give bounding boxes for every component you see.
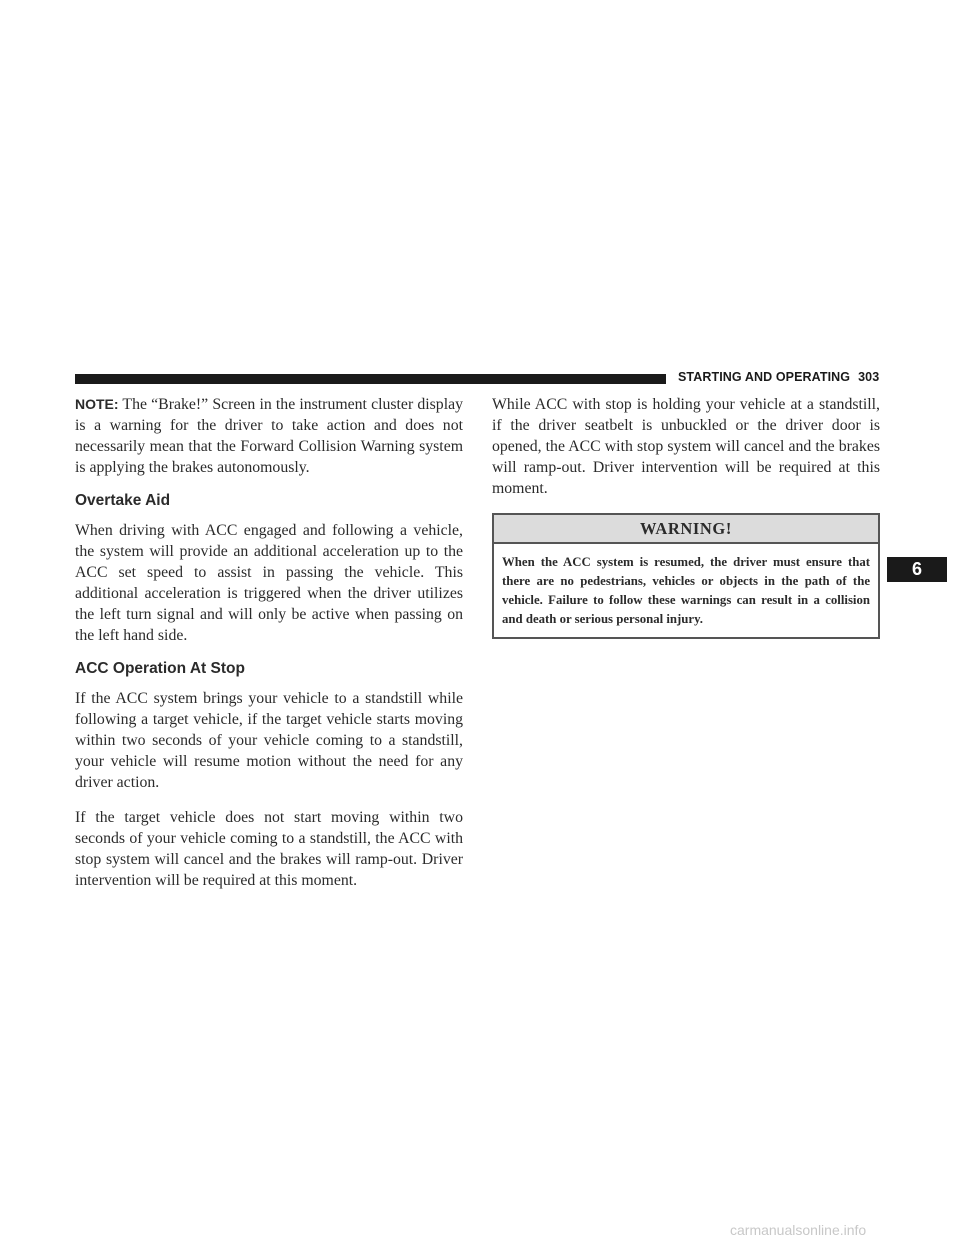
left-column (75, 394, 463, 905)
note-paragraph (75, 394, 463, 478)
note-text: The “Brake!” Screen in the instrument cluster display is a warning for the driver to take action and does not necessarily mean that the Forward Collision Warning system is applying the brakes autonomously. (75, 396, 463, 476)
acc-stop-paragraph-1: If the ACC system brings your vehicle to a standstill while following a target vehicle, if the target vehicle starts moving within two seconds of your vehicle coming to a standstill, your vehicle will resume motion without the need for any driver action. (75, 690, 463, 791)
page-number: 303 (858, 370, 880, 384)
right-column (492, 394, 880, 639)
watermark: carmanualsonline.info (730, 1222, 867, 1238)
header-rule (75, 374, 666, 384)
standstill-hold-paragraph: While ACC with stop is holding your vehicle at a standstill, if the driver seatbelt is unbuckled or the driver door is opened, the ACC with stop system will cancel and the brakes will ramp-out. Driver intervention will be required at this moment. (492, 396, 880, 497)
section-title: STARTING AND OPERATING (678, 370, 851, 384)
overtake-aid-heading: Overtake Aid (75, 492, 171, 509)
warning-text: When the ACC system is resumed, the driver must ensure that there are no pedestrians, vehicles or objects in the path of the vehicle. Failure to follow these warnings can result in a collision and death or serious personal injury. (502, 555, 870, 626)
acc-stop-heading: ACC Operation At Stop (75, 660, 245, 677)
chapter-tab: 6 (887, 557, 947, 582)
note-label: NOTE: (75, 396, 119, 412)
acc-stop-paragraph-2: If the target vehicle does not start moving within two seconds of your vehicle coming to a standstill, the ACC with stop system will cancel and the brakes will ramp-out. Driver intervention will be required at this moment. (75, 809, 463, 889)
warning-box (492, 513, 880, 639)
overtake-aid-paragraph: When driving with ACC engaged and following a vehicle, the system will provide an additional acceleration up to the ACC set speed to assist in passing the vehicle. This additional acceleration is triggered when the driver utilizes the left turn signal and will only be active when passing on the left hand side. (75, 522, 463, 644)
running-header (678, 370, 879, 384)
warning-title: WARNING! (494, 515, 878, 544)
